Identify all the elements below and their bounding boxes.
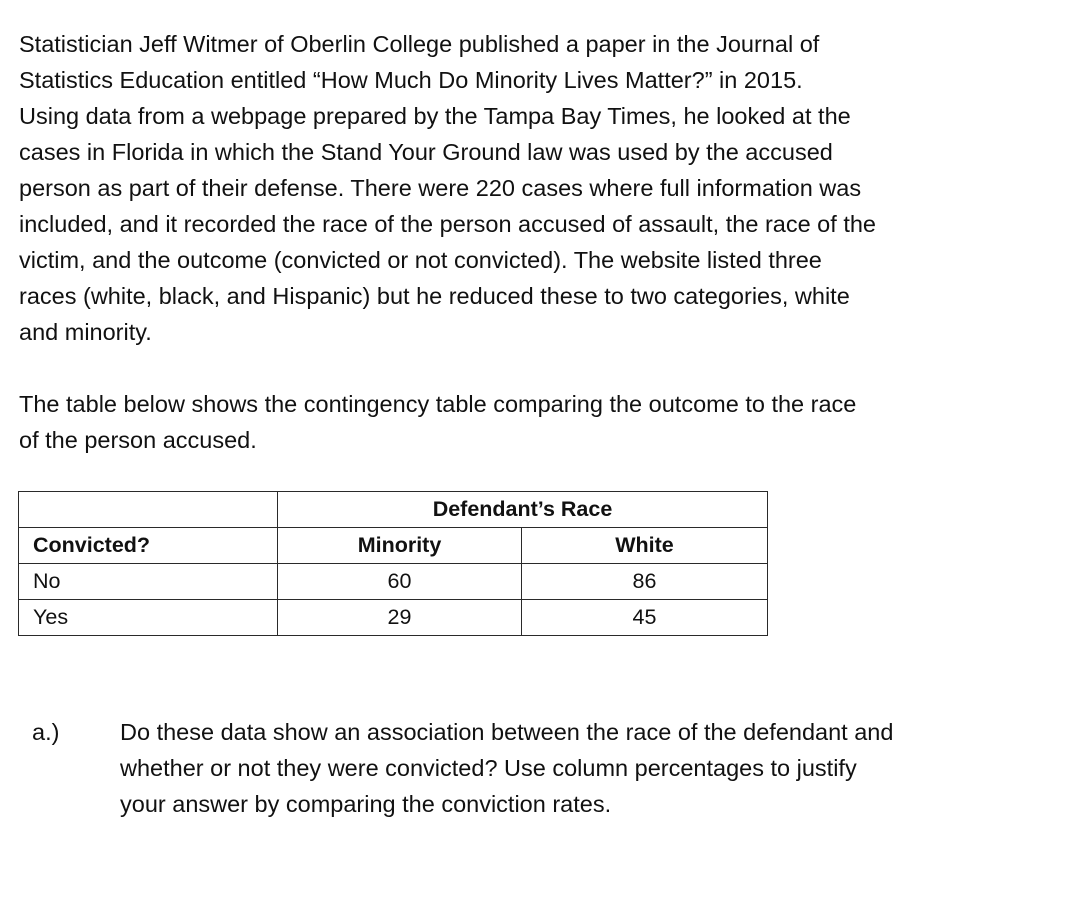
table-group-header-row — [19, 492, 768, 528]
cell-yes-minority: 29 — [278, 600, 522, 636]
intro-paragraph — [19, 26, 1019, 350]
table-intro-paragraph — [19, 386, 1019, 458]
table-corner-cell — [19, 492, 278, 528]
intro-line: Statistics Education entitled “How Much Do Minority Lives Matter?” in 2015. — [19, 67, 803, 93]
intro-line: Using data from a webpage prepared by the Tampa Bay Times, he looked at the — [19, 103, 851, 129]
intro-line: and minority. — [19, 319, 152, 345]
intro-line: cases in Florida in which the Stand Your Ground law was used by the accused — [19, 139, 833, 165]
cell-no-minority: 60 — [278, 564, 522, 600]
question-text — [120, 714, 1030, 822]
intro-line: victim, and the outcome (convicted or not convicted). The website listed three — [19, 247, 822, 273]
table-row — [19, 564, 768, 600]
intro-line: races (white, black, and Hispanic) but he reduced these to two categories, white — [19, 283, 850, 309]
question-line: your answer by comparing the conviction rates. — [120, 791, 612, 817]
intro-line: included, and it recorded the race of the person accused of assault, the race of the — [19, 211, 876, 237]
row-header-convicted: Convicted? — [19, 528, 278, 564]
row-label-yes: Yes — [19, 600, 278, 636]
cell-no-white: 86 — [522, 564, 768, 600]
table-row — [19, 600, 768, 636]
column-header-minority: Minority — [278, 528, 522, 564]
row-label-no: No — [19, 564, 278, 600]
cell-yes-white: 45 — [522, 600, 768, 636]
table-intro-line: of the person accused. — [19, 427, 257, 453]
intro-line: Statistician Jeff Witmer of Oberlin College published a paper in the Journal of — [19, 31, 820, 57]
table-intro-line: The table below shows the contingency table comparing the outcome to the race — [19, 391, 857, 417]
question-line: whether or not they were convicted? Use column percentages to justify — [120, 755, 857, 781]
column-header-white: White — [522, 528, 768, 564]
group-header-defendants-race: Defendant’s Race — [278, 492, 768, 528]
contingency-table — [18, 491, 768, 636]
intro-line: person as part of their defense. There were 220 cases where full information was — [19, 175, 862, 201]
table-header-row — [19, 528, 768, 564]
question-marker: a.) — [32, 719, 60, 745]
question-line: Do these data show an association between the race of the defendant and — [120, 719, 894, 745]
